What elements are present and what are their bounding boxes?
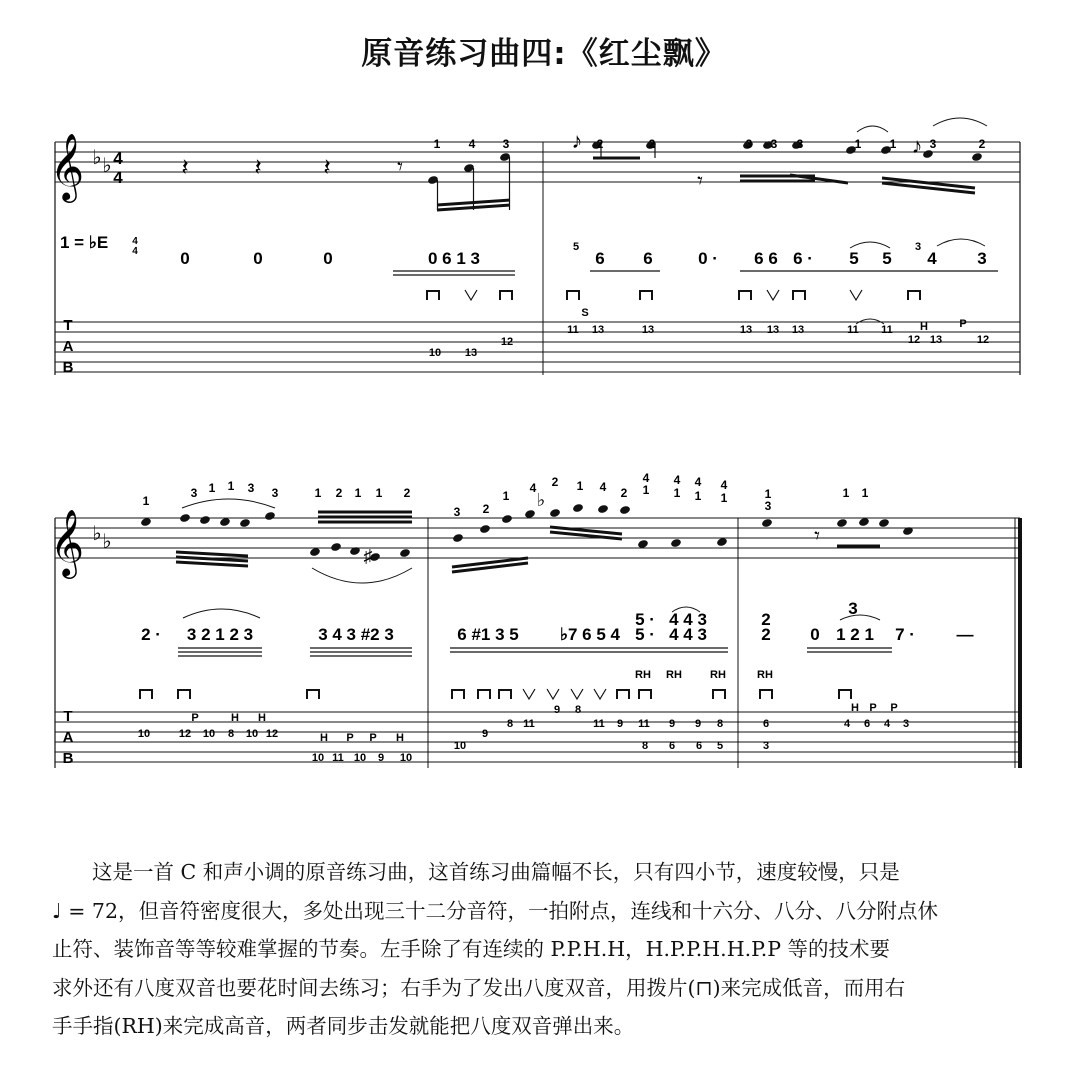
note-head [264, 511, 276, 521]
time-signature-small: 4 [132, 236, 138, 247]
fingering: 4 [673, 473, 681, 487]
tab-number: 10 [245, 728, 259, 740]
fingering: 1 [576, 479, 584, 493]
tab-number: 12 [265, 728, 279, 740]
jianpu-note: 0 · [698, 249, 718, 268]
note-head [399, 548, 411, 558]
jianpu-note: 6 · [793, 249, 813, 268]
pick-downstroke-icon [178, 690, 190, 699]
tab-number: 10 [202, 728, 216, 740]
tab-number: 9 [668, 718, 676, 730]
tab-number: 13 [929, 334, 943, 346]
pick-downstroke-icon [639, 690, 651, 699]
pick-upstroke-icon [465, 290, 477, 300]
tab-clef-letter: A [62, 338, 74, 355]
slur [182, 499, 275, 508]
treble-clef-icon: 𝄞 [49, 510, 85, 575]
pick-downstroke-icon [140, 690, 152, 699]
pick-downstroke-icon [760, 690, 772, 699]
jianpu-note: 4 [927, 249, 937, 268]
tab-number: 10 [311, 752, 325, 764]
fingering: 3 [247, 481, 255, 495]
time-signature-small: 4 [132, 246, 138, 257]
fingering: 1 [889, 137, 897, 151]
fingering: 3 [502, 137, 510, 151]
fingering: 1 [375, 486, 383, 500]
fingering: 3 [453, 505, 461, 519]
tab-number: 10 [428, 347, 442, 359]
quarter-note-icon: ♩ [52, 898, 62, 923]
tab-number: 8 [716, 718, 724, 730]
note-head [349, 546, 361, 556]
description-line: 这是一首 C 和声小调的原音练习曲，这首练习曲篇幅不长，只有四小节，速度较慢，只是 [92, 860, 900, 884]
tab-number: 6 [762, 718, 770, 730]
flat-icon: ♭ [536, 490, 546, 510]
tab-number: P [346, 732, 354, 744]
tab-number: 4 [883, 718, 891, 730]
fingering: 4 [720, 478, 728, 492]
pick-upstroke-icon [850, 290, 862, 300]
fingering: 3 [764, 499, 772, 513]
tab-number: 10 [399, 752, 413, 764]
flat-icon: ♭ [102, 155, 112, 177]
pick-downstroke-icon [739, 291, 751, 300]
fingering: 2 [648, 137, 656, 151]
jianpu-grace: 3 [914, 241, 922, 253]
sharp-icon: ♯ [363, 546, 373, 566]
note-head [179, 513, 191, 523]
pick-downstroke-icon [427, 291, 439, 300]
tab-number: 11 [847, 324, 859, 336]
tab-number: 8 [574, 704, 582, 716]
tab-number: 11 [881, 324, 893, 336]
tab-number: 13 [591, 324, 605, 336]
tab-number: 13 [739, 324, 753, 336]
page-title: 原音练习曲四:《红尘飘》 [361, 36, 727, 72]
fingering: 1 [142, 494, 150, 508]
grace-note: ♪ [911, 133, 923, 158]
note-head [902, 526, 914, 536]
fingering: 2 [978, 137, 986, 151]
slur [857, 126, 888, 132]
fingering: 4 [599, 480, 607, 494]
fingering: 3 [190, 486, 198, 500]
fingering: 1 [227, 479, 235, 493]
jianpu-note: 6 #1 3 5 [457, 625, 519, 644]
jianpu-note: 3 2 1 2 3 [186, 625, 254, 644]
jianpu-note: 0 [180, 249, 190, 268]
tab-number: H [258, 712, 266, 724]
fingering: 1 [720, 491, 728, 505]
tab-number: 12 [976, 334, 990, 346]
fingering: 1 [354, 486, 362, 500]
treble-clef-icon: 𝄞 [49, 134, 85, 199]
jianpu-note: 2 [761, 610, 771, 629]
fingering: 1 [854, 137, 862, 151]
tab-number: 12 [500, 336, 514, 348]
description-line [52, 892, 1042, 931]
note-head [239, 518, 251, 528]
jianpu-grace: 5 [572, 241, 580, 253]
pick-downstroke-icon [640, 291, 652, 300]
tab-number: 3 [762, 740, 770, 752]
system-2 [50, 471, 1020, 768]
fingering: 1 [673, 486, 681, 500]
description-line: 手手指(RH)来完成高音，两者同步击发就能把八度双音弹出来。 [52, 1014, 635, 1038]
slur [312, 568, 412, 583]
system-1 [50, 118, 1020, 376]
slur [933, 118, 987, 126]
tab-number: 11 [523, 718, 535, 730]
tab-number: 9 [616, 718, 624, 730]
pick-downstroke-icon [478, 690, 490, 699]
eighth-rest-icon: 𝄾 [814, 523, 820, 548]
jianpu-note: 2 [761, 625, 771, 644]
tab-number: H [920, 321, 928, 333]
tab-number: 4 [843, 718, 851, 730]
tab-clef-letter: T [63, 317, 73, 334]
fingering: 4 [529, 481, 537, 495]
tab-number: 10 [453, 740, 467, 752]
tab-number: 8 [506, 718, 514, 730]
tab-number: 12 [907, 334, 921, 346]
tab-number: P [959, 318, 967, 330]
jianpu-note: 5 [849, 249, 859, 268]
fingering: 3 [770, 137, 778, 151]
jianpu-note: 4 4 3 [669, 610, 707, 629]
tab-number: 9 [481, 728, 489, 740]
pick-downstroke-icon [567, 291, 579, 300]
tab-number: 5 [716, 740, 724, 752]
note-head [761, 518, 773, 528]
tab-number: 3 [902, 718, 910, 730]
tab-number: 9 [553, 704, 561, 716]
fingering: 2 [551, 475, 559, 489]
note-head [597, 504, 609, 514]
note-head [549, 508, 561, 518]
tab-number: 11 [332, 752, 344, 764]
fingering: 3 [929, 137, 937, 151]
jianpu-note: 4 4 3 [669, 625, 707, 644]
tab-number: 10 [353, 752, 367, 764]
jianpu-note: 6 [595, 249, 605, 268]
tempo-text: = 72，但音符密度很大，多处出现三十二分音符，一拍附点，连线和十六分、八分、八分附点休 [68, 898, 938, 923]
note-head [971, 152, 983, 162]
tab-number: 11 [593, 718, 605, 730]
tab-number: P [890, 702, 898, 714]
fingering: 2 [620, 486, 628, 500]
jianpu-note: 0 6 1 3 [428, 249, 480, 268]
tab-number: 9 [377, 752, 385, 764]
tab-clef-letter: T [63, 708, 73, 725]
tab-number: P [191, 712, 199, 724]
tab-number: H [231, 712, 239, 724]
fingering: 2 [596, 137, 604, 151]
note-head [501, 514, 513, 524]
jianpu-note: 5 · [635, 625, 655, 644]
tab-number: 11 [567, 324, 579, 336]
note-head [836, 518, 848, 528]
fingering: 1 [208, 481, 216, 495]
tab-number: 10 [137, 728, 151, 740]
fingering: 2 [403, 486, 411, 500]
jianpu-note: 2 · [141, 625, 161, 644]
jianpu-note: 3 [848, 599, 858, 618]
fingering: 3 [271, 486, 279, 500]
pick-downstroke-icon [713, 690, 725, 699]
tab-number: 6 [668, 740, 676, 752]
pick-upstroke-icon [767, 290, 779, 300]
jianpu-note: 5 [882, 249, 892, 268]
pick-downstroke-icon [452, 690, 464, 699]
quarter-rest-icon: 𝄽 [323, 154, 331, 181]
jianpu-note: ♭7 6 5 4 [559, 625, 621, 644]
jianpu-note: — [956, 625, 974, 644]
flat-icon: ♭ [92, 147, 102, 169]
description-line: 止符、装饰音等等较难掌握的节奏。左手除了有连续的 P.P.H.H，H.P.P.H.H.P.P 等的技术要 [52, 937, 891, 961]
tab-number: P [869, 702, 877, 714]
jianpu-note: 5 · [635, 610, 655, 629]
note-head [670, 538, 682, 548]
time-signature: 4 [113, 168, 123, 187]
fingering: 1 [861, 486, 869, 500]
pick-downstroke-icon [793, 291, 805, 300]
jianpu-note: 0 [323, 249, 333, 268]
fingering: 3 [745, 137, 753, 151]
beam [176, 552, 248, 556]
time-signature: 4 [113, 149, 123, 168]
jianpu-note: 3 [977, 249, 987, 268]
pick-upstroke-icon [594, 689, 606, 699]
slur [840, 615, 880, 620]
fingering: 1 [642, 483, 650, 497]
tab-number: 6 [863, 718, 871, 730]
jianpu-note: 7 · [895, 625, 915, 644]
tab-clef-letter: A [62, 729, 74, 746]
pick-downstroke-icon [908, 291, 920, 300]
eighth-rest-icon: 𝄾 [397, 154, 403, 179]
tab-number: 13 [766, 324, 780, 336]
tab-number: 11 [638, 718, 650, 730]
fingering: 4 [468, 137, 476, 151]
fingering: 4 [642, 471, 650, 485]
key-signature: 1 = ♭E [60, 233, 109, 252]
right-hand-label: RH [757, 669, 773, 681]
fingering: 1 [433, 137, 441, 151]
fingering: 1 [694, 489, 702, 503]
tab-clef-letter: B [62, 750, 74, 767]
fingering: 1 [842, 486, 850, 500]
fingering: 3 [796, 137, 804, 151]
right-hand-label: RH [666, 669, 682, 681]
tab-number: 13 [641, 324, 655, 336]
quarter-rest-icon: 𝄽 [181, 154, 189, 181]
jianpu-note: 6 [643, 249, 653, 268]
tab-number: H [396, 732, 404, 744]
slur [183, 609, 260, 618]
jianpu-note: 6 6 [754, 249, 778, 268]
tab-number: 9 [694, 718, 702, 730]
note-head [452, 533, 464, 543]
pick-downstroke-icon [617, 690, 629, 699]
jianpu-note: 0 [253, 249, 263, 268]
pick-upstroke-icon [547, 689, 559, 699]
tab-clef-letter: B [62, 359, 74, 376]
fingering: 2 [482, 502, 490, 516]
fingering: 1 [764, 487, 772, 501]
note-head [572, 503, 584, 513]
note-head [619, 505, 631, 515]
tab-number: H [851, 702, 859, 714]
note-head [330, 542, 342, 552]
pick-upstroke-icon [523, 689, 535, 699]
pick-downstroke-icon [839, 690, 851, 699]
jianpu-note: 1 2 1 [836, 625, 874, 644]
pick-downstroke-icon [500, 291, 512, 300]
tab-number: 13 [791, 324, 805, 336]
right-hand-label: RH [635, 669, 651, 681]
note-head [479, 524, 491, 534]
tab-number: 8 [641, 740, 649, 752]
right-hand-label: RH [710, 669, 726, 681]
tab-number: S [581, 307, 589, 319]
eighth-rest-icon: 𝄾 [697, 168, 703, 193]
jianpu-note: 0 [810, 625, 820, 644]
fingering: 1 [314, 486, 322, 500]
fingering: 4 [694, 475, 702, 489]
tab-number: H [320, 732, 328, 744]
note-head [878, 518, 890, 528]
pick-upstroke-icon [571, 689, 583, 699]
pick-downstroke-icon [499, 690, 511, 699]
tab-number: P [369, 732, 377, 744]
fingering: 2 [335, 486, 343, 500]
beam [176, 562, 248, 566]
pick-downstroke-icon [307, 690, 319, 699]
note-head [199, 515, 211, 525]
slur [850, 242, 890, 248]
grace-note: ♪ [571, 128, 583, 153]
tab-number: 13 [464, 347, 478, 359]
jianpu-note: 3 4 3 #2 3 [318, 625, 394, 644]
fingering: 1 [502, 489, 510, 503]
flat-icon: ♭ [92, 523, 102, 545]
tab-number: 8 [227, 728, 235, 740]
slur [937, 239, 985, 246]
description-paragraph [52, 853, 1042, 1046]
quarter-rest-icon: 𝄽 [254, 154, 262, 181]
flat-icon: ♭ [102, 531, 112, 553]
tab-number: 12 [178, 728, 192, 740]
tab-number: 6 [695, 740, 703, 752]
description-line: 求外还有八度双音也要花时间去练习；右手为了发出八度双音，用拨片(⊓)来完成低音，而用右 [52, 975, 906, 1000]
